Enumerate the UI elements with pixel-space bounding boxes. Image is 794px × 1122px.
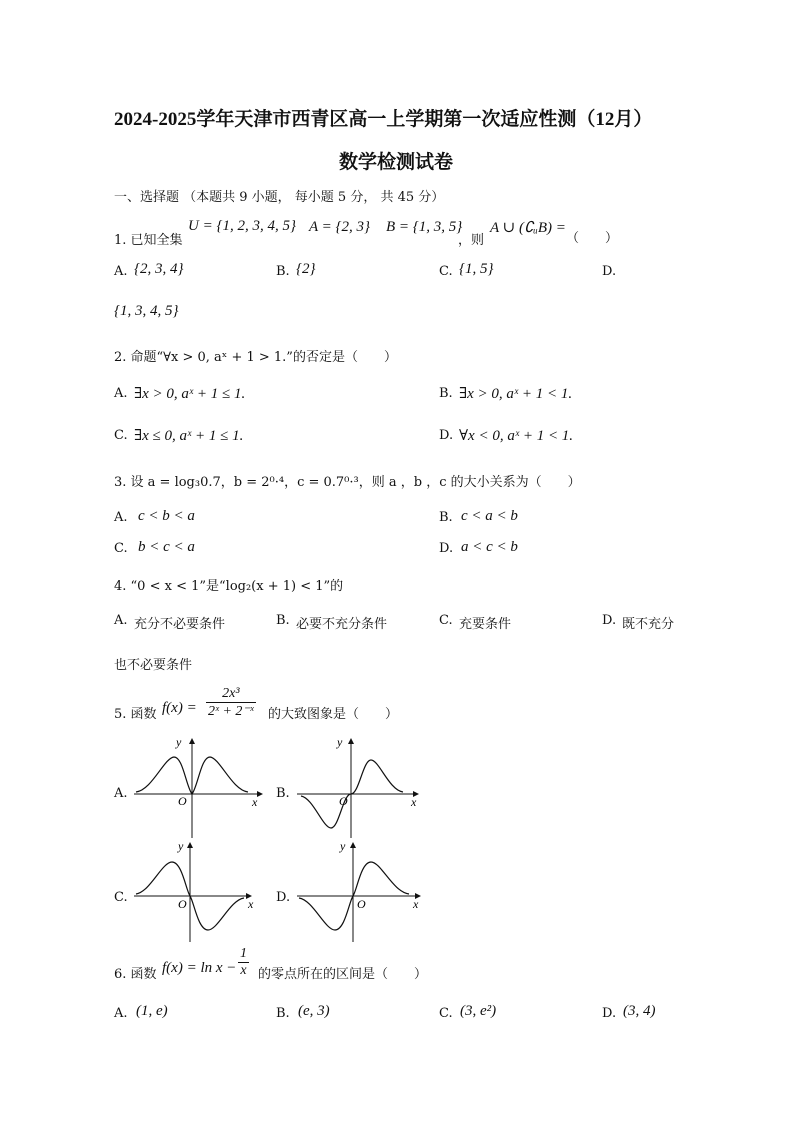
q2-option-a-label: A. <box>114 386 128 401</box>
q1-option-d-label: D. <box>602 264 617 279</box>
exam-subtitle: 数学检测试卷 <box>339 152 454 173</box>
q5-fraction <box>206 686 256 720</box>
q2-option-b-label: B. <box>439 386 453 401</box>
q1-set-b: B = {1, 3, 5} <box>386 219 463 235</box>
q5-graph-d-origin: O <box>357 897 366 911</box>
q2-option-b: ∃x > 0, aˣ + 1 < 1. <box>459 386 573 402</box>
q4-option-c: 充要条件 <box>459 617 512 632</box>
q1-option-c-label: C. <box>439 264 453 279</box>
q2-option-c-label: C. <box>114 428 128 443</box>
q4-option-d-label: D. <box>602 613 617 628</box>
q3-option-c: b < c < a <box>138 539 195 555</box>
q1-universal-set: U = {1, 2, 3, 4, 5} <box>188 218 296 234</box>
q1-option-c: {1, 5} <box>459 261 494 277</box>
q6-option-a-label: A. <box>114 1006 128 1021</box>
q5-denominator: 2ˣ + 2⁻ˣ <box>208 704 254 719</box>
q2-stem: 2. 命题“∀x > 0, aˣ + 1 > 1.”的否定是（ ） <box>114 350 397 365</box>
exam-title: 2024-2025学年天津市西青区高一上学期第一次适应性测（12月） <box>114 109 653 130</box>
q1-option-b-label: B. <box>276 264 290 279</box>
q2-option-d: ∀x < 0, aˣ + 1 < 1. <box>459 428 574 444</box>
q6-denominator: x <box>240 963 247 978</box>
q3-option-b-label: B. <box>439 510 453 525</box>
q5-graph-d-x-label: x <box>413 897 419 911</box>
q6-option-d-label: D. <box>602 1006 617 1021</box>
q5-function: f(x) = <box>162 700 197 716</box>
q6-option-b-label: B. <box>276 1006 290 1021</box>
q3-option-c-label: C. <box>114 541 128 556</box>
q5-graph-a-y-label: y <box>176 736 182 749</box>
q3-option-b: c < a < b <box>461 508 518 524</box>
q1-option-d: {1, 3, 4, 5} <box>114 303 179 319</box>
q5-option-a-label: A. <box>114 786 128 801</box>
q4-option-c-label: C. <box>439 613 453 628</box>
q6-option-c-label: C. <box>439 1006 453 1021</box>
q5-stem-prefix: 5. 函数 <box>114 707 157 722</box>
q1-option-a: {2, 3, 4} <box>134 261 184 277</box>
q4-option-a: 充分不必要条件 <box>134 617 226 632</box>
q5-graph-d-y-label: y <box>340 840 346 853</box>
q6-option-d: (3, 4) <box>623 1003 656 1019</box>
q5-graph-c-y-label: y <box>178 840 184 853</box>
q3-option-a-label: A. <box>114 510 128 525</box>
q2-option-d-label: D. <box>439 428 454 443</box>
q4-option-d-continued: 也不必要条件 <box>114 658 193 673</box>
q5-numerator: 2x³ <box>206 686 256 703</box>
q3-option-d-label: D. <box>439 541 454 556</box>
q1-option-b: {2} <box>296 261 316 277</box>
q1-set-a: A = {2, 3} <box>309 219 371 235</box>
q6-option-b: (e, 3) <box>298 1003 330 1019</box>
q5-graph-a-origin: O <box>178 794 187 808</box>
q5-graph-b <box>293 736 428 841</box>
q5-stem-suffix: 的大致图象是（ ） <box>268 707 399 722</box>
q6-option-c: (3, e²) <box>460 1003 497 1019</box>
section-heading: 一、选择题 （本题共 9 小题， 每小题 5 分， 共 45 分） <box>114 190 445 205</box>
q6-function: f(x) = ln x − <box>162 960 237 976</box>
q6-stem-suffix: 的零点所在的区间是（ ） <box>258 967 428 982</box>
q1-then: ，则 <box>458 233 485 248</box>
q5-graph-a <box>130 736 265 841</box>
q2-option-a: ∃x > 0, aˣ + 1 ≤ 1. <box>134 386 246 402</box>
q3-option-a: c < b < a <box>138 508 195 524</box>
q5-graph-b-x-label: x <box>411 795 417 809</box>
q4-option-b: 必要不充分条件 <box>296 617 388 632</box>
q5-option-c-label: C. <box>114 890 128 905</box>
q4-option-d: 既不充分 <box>622 617 675 632</box>
q4-stem: 4. “0 < x < 1”是“log₂(x + 1) < 1”的 <box>114 579 344 594</box>
q6-stem-prefix: 6. 函数 <box>114 967 157 982</box>
q5-graph-a-x-label: x <box>252 795 258 809</box>
q1-expression: A ∪ (∁ᵤB) = <box>490 220 566 236</box>
q2-option-c: ∃x ≤ 0, aˣ + 1 ≤ 1. <box>134 428 244 444</box>
q5-graph-d <box>293 840 428 945</box>
q6-numerator: 1 <box>240 946 247 961</box>
q5-graph-c <box>130 840 265 945</box>
q5-option-d-label: D. <box>276 890 291 905</box>
q1-answer-paren: （ ） <box>566 231 619 246</box>
q3-option-d: a < c < b <box>461 539 518 555</box>
q6-fraction <box>238 946 249 979</box>
q5-option-b-label: B. <box>276 786 290 801</box>
q3-stem: 3. 设 a = log₃0.7，b = 2⁰·⁴，c = 0.7⁰·³，则 a ，b ，c 的大小关系为（ ） <box>114 475 581 490</box>
q5-graph-c-x-label: x <box>248 897 254 911</box>
q6-option-a: (1, e) <box>136 1003 168 1019</box>
q4-option-b-label: B. <box>276 613 290 628</box>
q1-stem: 1. 已知全集 <box>114 233 183 248</box>
q5-graph-c-origin: O <box>178 897 187 911</box>
q5-graph-b-origin: O <box>339 794 348 808</box>
q5-graph-b-y-label: y <box>337 736 343 749</box>
q1-option-a-label: A. <box>114 264 128 279</box>
q4-option-a-label: A. <box>114 613 128 628</box>
